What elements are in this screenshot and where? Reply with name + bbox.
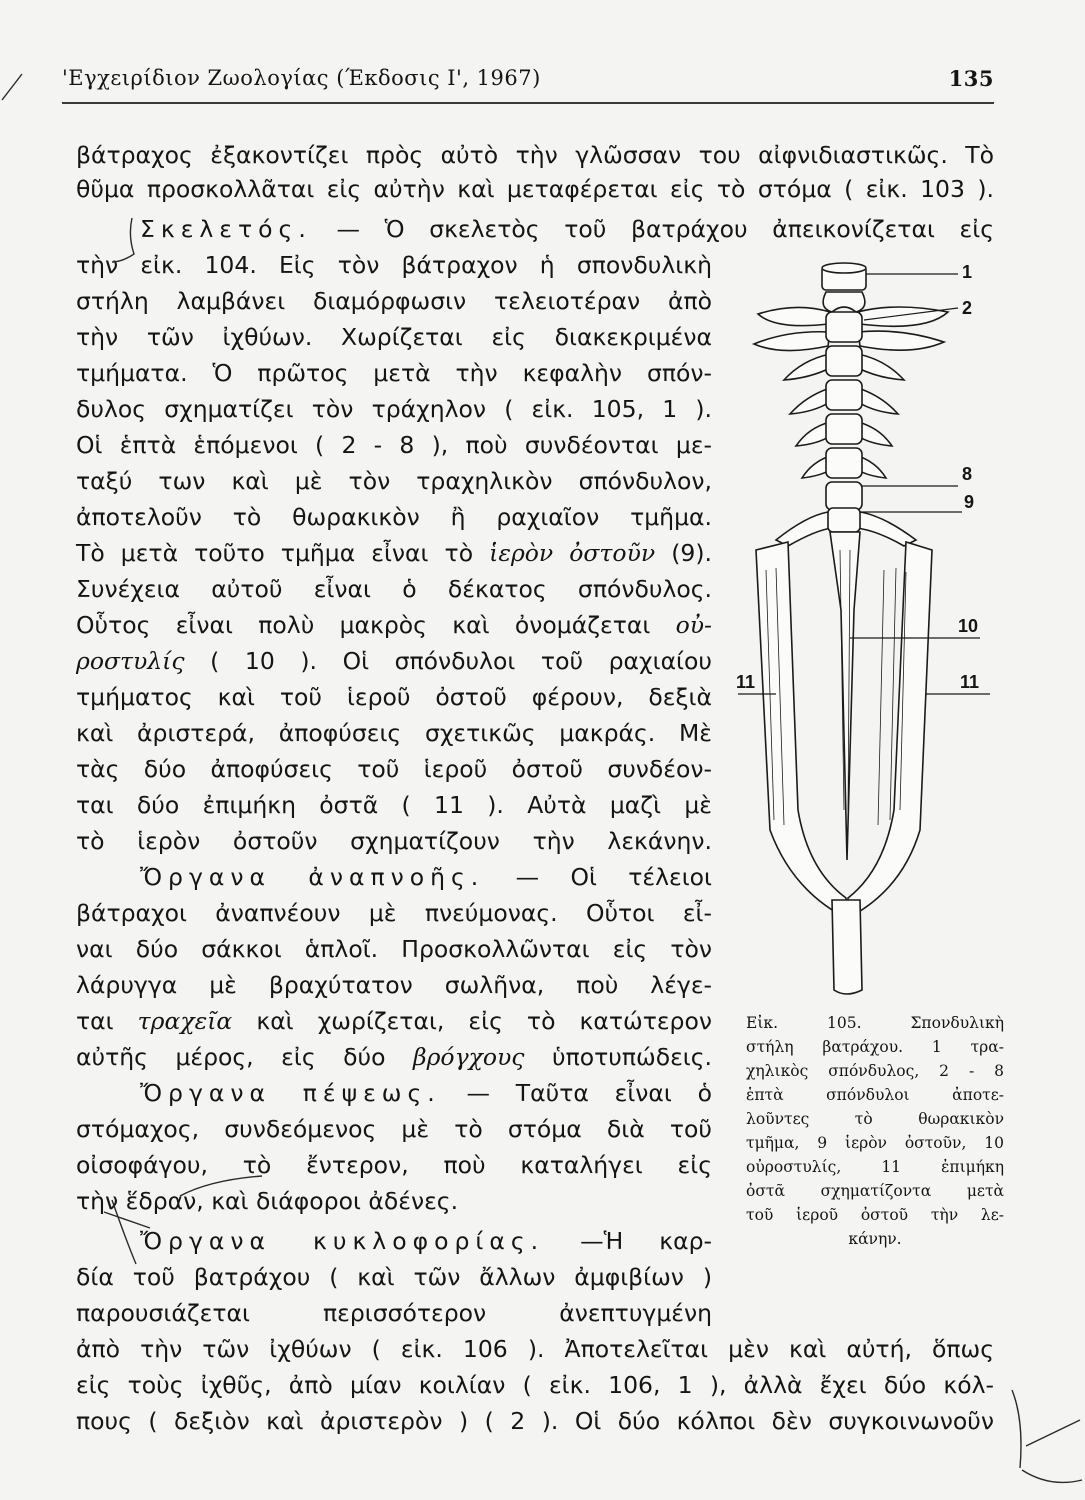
text-line: καὶ ἀριστερά, ἀποφύσεις σχετικῶς μακράς. Μὲ — [76, 719, 712, 747]
corner-scribble — [1012, 1390, 1082, 1482]
text-line — [140, 1078, 712, 1108]
section-term-respiration: Ὄργανα ἀναπνοῆς. — [140, 863, 485, 891]
term-urostyle: οὐ- — [675, 611, 712, 639]
text-segment: Οὗτος εἶναι πολὺ μακρὸς καὶ ὀνομάζεται — [76, 611, 651, 639]
text-line: εἰς τοὺς ἰχθῦς, ἀπὸ μίαν κοιλίαν ( εἰκ. 106, 1 ), ἀλλὰ ἔχει δύο κόλ- — [76, 1371, 994, 1399]
text-segment: αὐτῆς μέρος, εἰς δύο — [76, 1043, 386, 1071]
text-line: τὴν ἕδραν, καὶ διάφοροι ἀδένες. — [76, 1187, 459, 1215]
caption-line: τμῆμα, 9 ἱερὸν ὀστοῦν, 10 — [746, 1134, 1004, 1152]
text-line — [76, 538, 712, 568]
text-line: πους ( δεξιὸν καὶ ἀριστερὸν ) ( 2 ). Οἱ δύο κόλποι δὲν συγκοινωνοῦν — [76, 1407, 994, 1435]
text-line: ται δύο ἐπιμήκη ὀστᾶ ( 11 ). Αὐτὰ μαζὶ μὲ — [76, 791, 712, 819]
caption-line: ἑπτὰ σπόνδυλοι ἀποτε- — [746, 1086, 1004, 1104]
text-line: οἰσοφάγου, τὸ ἔντερον, ποὺ καταλήγει εἰς — [76, 1151, 712, 1179]
caption-line: ὀστᾶ σχηματίζοντα μετὰ — [746, 1182, 1004, 1200]
vertebra-top — [822, 263, 866, 273]
process-right — [858, 354, 904, 380]
process-right — [858, 422, 892, 446]
text-segment: (9). — [671, 539, 712, 567]
text-line — [76, 1006, 712, 1036]
process-right — [858, 331, 944, 350]
process-right — [858, 307, 948, 326]
text-line — [76, 646, 712, 676]
label-11-left: 11 — [736, 672, 756, 692]
process-left — [790, 388, 830, 414]
sacral-process-right — [856, 512, 916, 546]
text-line: παρουσιάζεται περισσότερον ἀνεπτυγμένη — [76, 1299, 712, 1327]
label-1: 1 — [962, 262, 973, 282]
text-segment: ὑποτυπώδεις. — [552, 1043, 712, 1071]
text-segment: ( 10 ). Οἱ σπόνδυλοι τοῦ ραχιαίου — [210, 647, 712, 675]
urostyle — [830, 532, 860, 860]
label-8: 8 — [962, 464, 973, 484]
process-left — [754, 332, 830, 351]
text-line — [76, 1042, 712, 1072]
text-segment: — Οἱ τέλειοι — [515, 863, 712, 891]
text-segment: Τὸ μετὰ τοῦτο τμῆμα εἶναι τὸ — [76, 539, 474, 567]
text-line: Συνέχεια αὐτοῦ εἶναι ὁ δέκατος σπόνδυλος. — [76, 575, 712, 603]
frog-spine-illustration — [736, 250, 998, 1010]
term-urostyle-cont: ροστυλίς — [76, 647, 185, 675]
vertebra — [826, 346, 862, 376]
text-line: τὸ ἱερὸν ὀστοῦν σχηματίζουν τὴν λεκάνην. — [76, 827, 712, 855]
term-bronchi: βρόγχους — [413, 1043, 525, 1071]
process-right — [858, 388, 898, 414]
caption-line: λοῦντες τὸ θωρακικὸν — [746, 1110, 1004, 1128]
text-segment: καὶ χωρίζεται, εἰς τὸ κατώτερον — [256, 1007, 712, 1035]
text-segment: —Ἡ καρ- — [580, 1227, 712, 1255]
vertebra — [826, 414, 862, 444]
header-title: 'Εγχειρίδιον Ζωολογίας (Έκδοσις Ι', 1967) — [62, 66, 541, 90]
text-line: ναι δύο σάκκοι ἁπλοῖ. Προσκολλῶνται εἰς τὸν — [76, 935, 712, 963]
text-line: στόμαχος, συνδεόμενος μὲ τὸ στόμα διὰ τοῦ — [76, 1115, 712, 1143]
section-term-digestion: Ὄργανα πέψεως. — [140, 1079, 441, 1107]
text-segment: — Ὁ σκελετὸς τοῦ βατράχου ἀπεικονίζεται εἰς — [336, 215, 994, 243]
running-header — [62, 66, 994, 91]
vertebra — [826, 380, 862, 410]
text-line — [140, 1226, 712, 1256]
process-left — [796, 422, 830, 446]
text-line: θῦμα προσκολλᾶται εἰς αὐτὴν καὶ μεταφέρεται εἰς τὸ στόμα ( εἰκ. 103 ). — [76, 175, 994, 203]
spine-drawing — [754, 263, 948, 994]
text-line: δία τοῦ βατράχου ( καὶ τῶν ἄλλων ἀμφιβίων ) — [76, 1263, 712, 1291]
caption-line: στήλη βατράχου. 1 τρα- — [746, 1038, 1004, 1056]
sacrum — [828, 508, 860, 532]
text-line: ἀπὸ τὴν τῶν ἰχθύων ( εἰκ. 106 ). Ἀποτελεῖται μὲν καὶ αὐτή, ὅπως — [76, 1335, 994, 1363]
caption-line: τοῦ ἱεροῦ ὀστοῦ τὴν λε- — [746, 1206, 1004, 1224]
section-term-circulation: Ὄργανα κυκλοφορίας. — [140, 1227, 545, 1255]
header-rule — [62, 102, 994, 104]
ilium-left — [756, 542, 846, 918]
term-trachea: τραχεῖα — [137, 1007, 233, 1035]
pelvic-stem — [832, 900, 862, 994]
text-line: δυλος σχηματίζει τὸν τράχηλον ( εἰκ. 105, 1 ). — [76, 395, 712, 423]
vertebra-2 — [823, 292, 865, 312]
caption-line: οὐροστυλίς, 11 ἐπιμήκη — [746, 1158, 1004, 1176]
label-9: 9 — [964, 492, 975, 512]
text-line: τὴν τῶν ἰχθύων. Χωρίζεται εἰς διακεκριμένα — [76, 323, 712, 351]
text-segment: ται — [76, 1007, 114, 1035]
text-line: ἀποτελοῦν τὸ θωρακικὸν ἢ ραχιαῖον τμῆμα. — [76, 503, 712, 531]
text-segment: — Ταῦτα εἶναι ὁ — [466, 1079, 712, 1107]
process-left — [758, 307, 830, 325]
text-line: τὰς δύο ἀποφύσεις τοῦ ἱεροῦ ὀστοῦ συνδέον- — [76, 755, 712, 783]
text-line — [140, 214, 994, 244]
caption-line: Εἰκ. 105. Σπονδυλικὴ — [746, 1014, 1004, 1032]
text-line: Οἱ ἑπτὰ ἑπόμενοι ( 2 - 8 ), ποὺ συνδέονται με- — [76, 431, 712, 459]
vertebra — [826, 312, 862, 342]
text-line: λάρυγγα μὲ βραχύτατον σωλῆνα, ποὺ λέγε- — [76, 971, 712, 999]
caption-line: κάνην. — [848, 1230, 902, 1248]
process-left — [784, 354, 830, 380]
label-11-right: 11 — [960, 672, 980, 692]
label-10: 10 — [958, 616, 979, 636]
vertebra — [826, 482, 862, 510]
page-number: 135 — [948, 66, 994, 91]
text-line: βάτραχοι ἀναπνέουν μὲ πνεύμονας. Οὗτοι εἶ- — [76, 899, 712, 927]
text-line: ταξύ των καὶ μὲ τὸν τραχηλικὸν σπόνδυλον, — [76, 467, 712, 495]
label-2: 2 — [962, 298, 973, 318]
text-line: βάτραχος ἐξακοντίζει πρὸς αὐτὸ τὴν γλῶσσαν του αἰφνιδιαστικῶς. Τὸ — [76, 141, 994, 169]
caption-line: χηλικὸς σπόνδυλος, 2 - 8 — [746, 1062, 1004, 1080]
text-line: στήλη λαμβάνει διαμόρφωσιν τελειοτέραν ἀπὸ — [76, 287, 712, 315]
vertebra — [826, 448, 862, 478]
text-line — [76, 610, 712, 640]
text-line — [140, 862, 712, 892]
section-term-skeleton: Σκελετός. — [140, 215, 312, 243]
corner-mark — [2, 74, 22, 100]
text-line: τμήματος καὶ τοῦ ἱεροῦ ὀστοῦ φέρουν, δεξιὰ — [76, 683, 712, 711]
sacral-process-left — [776, 512, 832, 546]
text-line: τὴν εἰκ. 104. Εἰς τὸν βάτραχον ἡ σπονδυλικὴ — [76, 251, 712, 279]
text-line: τμήματα. Ὁ πρῶτος μετὰ τὴν κεφαλὴν σπόν- — [76, 359, 712, 387]
ilium-right — [848, 542, 932, 918]
term-sacrum: ἱερὸν ὀστοῦν — [489, 539, 656, 567]
